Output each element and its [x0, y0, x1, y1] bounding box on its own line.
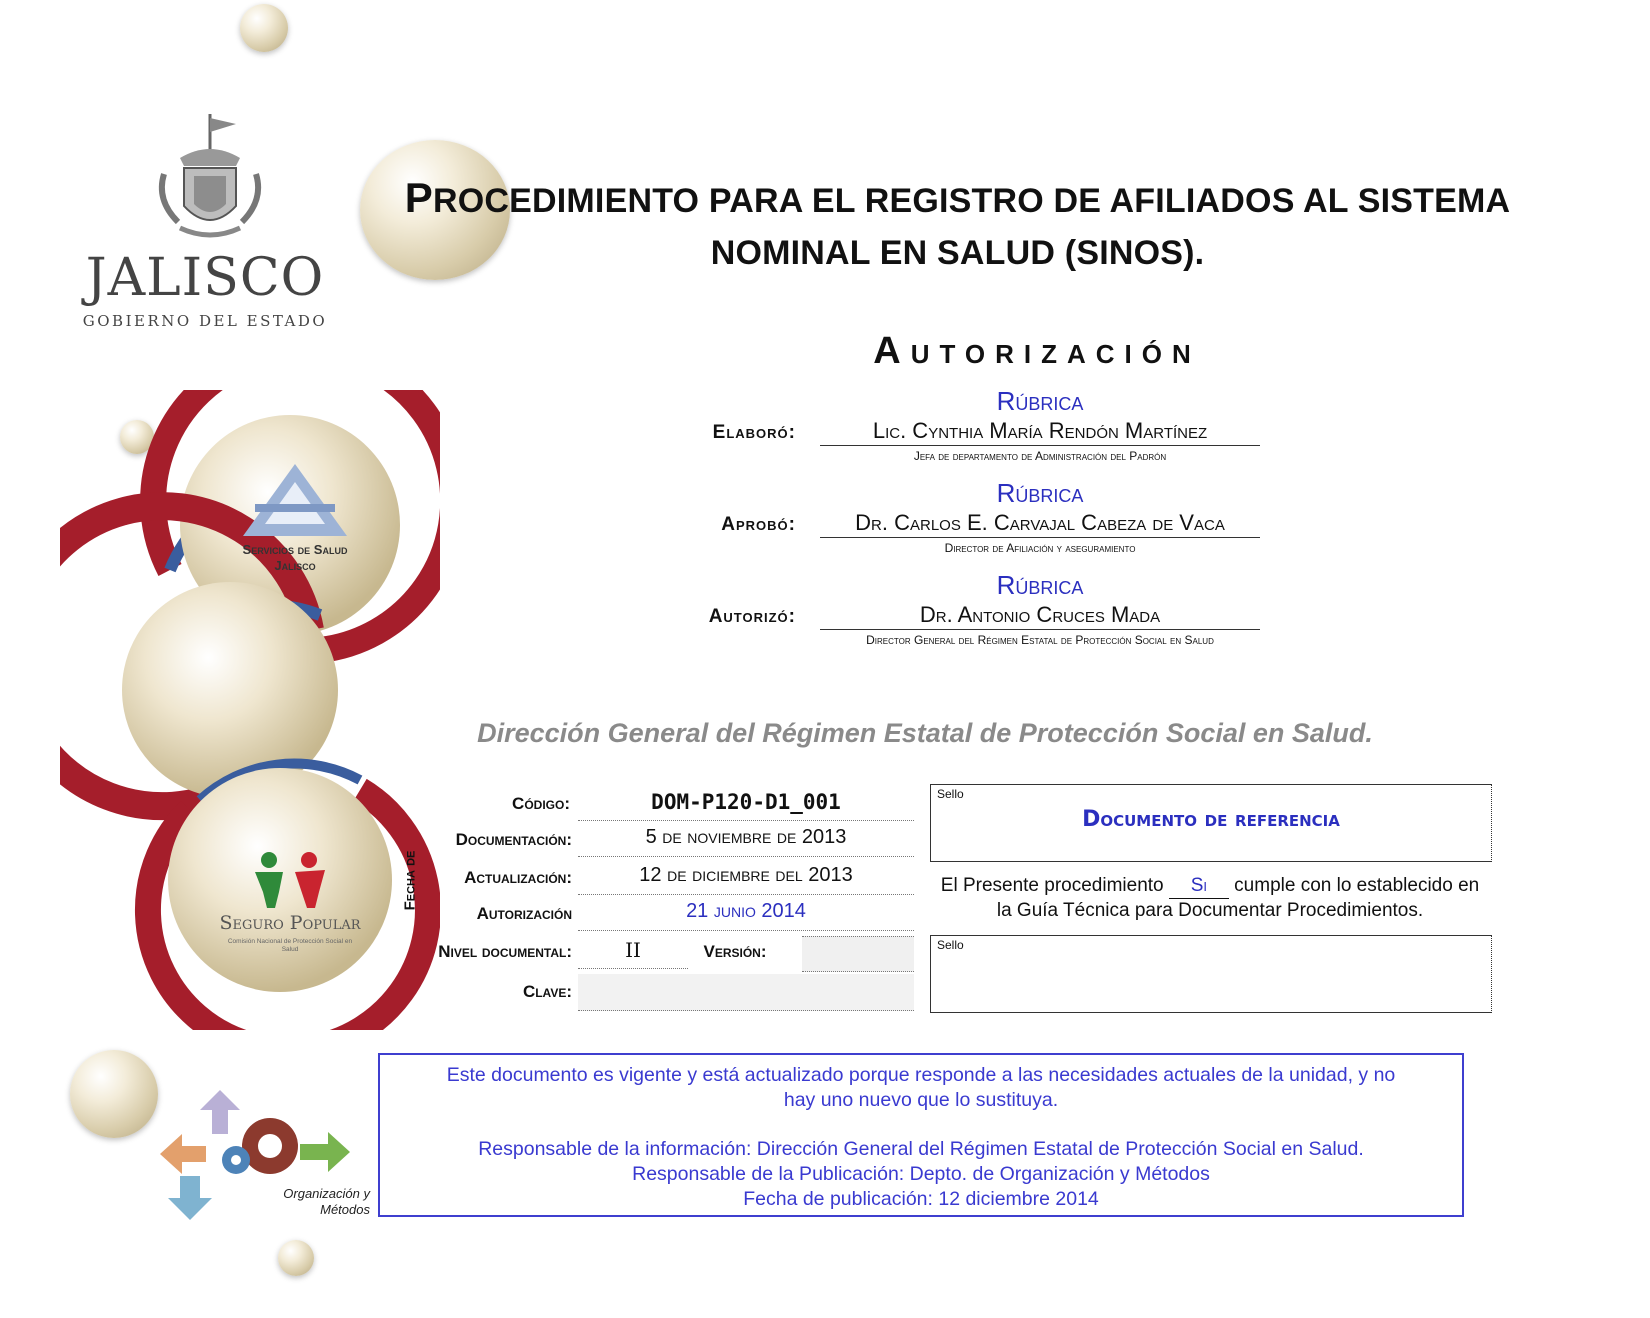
compliance-text [930, 874, 1490, 923]
document-title [400, 172, 1515, 279]
seal-label: Sello [937, 787, 964, 801]
codigo-label: Código: [512, 794, 570, 813]
decorative-orb-top [240, 4, 288, 52]
seal-box-reference [930, 784, 1492, 862]
seguro-popular-logo [205, 850, 375, 960]
fecha-de-vertical-label: Fecha de [401, 850, 419, 911]
decorative-orb-bottom [278, 1240, 314, 1276]
seal-label-2: Sello [937, 938, 964, 952]
signer-name-elaboro: Lic. Cynthia María Rendón Martínez [820, 418, 1260, 446]
rubric-aprobo: Rúbrica [996, 478, 1084, 508]
ssj-emblem-icon [235, 460, 355, 540]
title-line-2: NOMINAL EN SALUD (SINOS). [710, 234, 1205, 272]
family-figures-icon [245, 850, 335, 910]
notice-line-3: Responsable de la información: Dirección General del Régimen Estatal de Protección Social en Salud. [478, 1138, 1364, 1160]
decorative-orb-bottom-left [70, 1050, 158, 1138]
documentacion-value: 5 de noviembre de 2013 [578, 826, 914, 857]
signer-position-elaboro: Jefa de departamento de Administración del Padrón [913, 449, 1167, 463]
jalisco-logo [80, 110, 330, 330]
version-value [802, 936, 914, 972]
department-name: Dirección General del Régimen Estatal de Protección Social en Salud. [477, 718, 1373, 748]
signer-name-aprobo: Dr. Carlos E. Carvajal Cabeza de Vaca [820, 510, 1260, 538]
seguro-popular-name: Seguro Popular [219, 912, 361, 934]
notice-spacer [380, 1113, 1462, 1137]
nivel-documental-value: II [578, 938, 688, 969]
reference-document-title: Documento de referencia [1082, 807, 1340, 832]
compliance-answer: Si [1169, 874, 1229, 899]
title-line-1: PROCEDIMIENTO PARA EL REGISTRO DE AFILIADOS AL SISTEMA [404, 174, 1511, 221]
nivel-documental-label: Nivel documental: [438, 942, 572, 961]
role-elaboro: Elaboró: [712, 422, 796, 443]
actualizacion-label: Actualización: [464, 868, 572, 887]
compliance-line-1: El Presente procedimiento Si cumple con lo establecido en [930, 874, 1490, 899]
jalisco-name: JALISCO [85, 248, 325, 308]
autorizacion-value: 21 junio 2014 [578, 900, 914, 931]
servicios-salud-logo [225, 460, 365, 580]
notice-line-4: Responsable de la Publicación: Depto. de Organización y Métodos [632, 1163, 1210, 1185]
version-label: Versión: [703, 942, 767, 961]
signer-position-aprobo: Director de Afiliación y aseguramiento [944, 541, 1136, 555]
seguro-popular-sub: Comisión Nacional de Protección Social en Salud [227, 938, 353, 953]
rubric-elaboro: Rúbrica [996, 386, 1084, 416]
signer-name-autorizo: Dr. Antonio Cruces Mada [820, 602, 1260, 630]
role-aprobo: Aprobó: [721, 514, 796, 535]
authorization-heading: AUTORIZACIÓN [873, 330, 1201, 372]
role-autorizo: Autorizó: [708, 606, 796, 627]
seal-box-empty [930, 935, 1492, 1013]
coat-of-arms-icon [150, 110, 270, 250]
organizacion-metodos-logo [160, 1090, 370, 1230]
notice-line-2: hay uno nuevo que lo sustituya. [783, 1089, 1059, 1111]
om-label-2: Métodos [320, 1202, 370, 1217]
codigo-value: DOM-P120-D1_001 [578, 790, 914, 821]
clave-label: Clave: [522, 982, 572, 1001]
clave-value [578, 974, 914, 1011]
signer-position-autorizo: Director General del Régimen Estatal de Protección Social en Salud [866, 633, 1214, 647]
validity-notice [378, 1053, 1464, 1217]
rubric-autorizo: Rúbrica [996, 570, 1084, 600]
om-label-1: Organización y [283, 1186, 370, 1201]
compliance-line-2: la Guía Técnica para Documentar Procedimientos. [996, 900, 1424, 921]
notice-line-5: Fecha de publicación: 12 diciembre 2014 [743, 1188, 1099, 1210]
documentacion-label: Documentación: [455, 830, 572, 849]
jalisco-subtitle: GOBIERNO DEL ESTADO [82, 312, 328, 330]
ssj-label-1: Servicios de Salud [242, 542, 348, 557]
autorizacion-label: Autorización [476, 904, 572, 923]
notice-line-1: Este documento es vigente y está actualizado porque responde a las necesidades actuales de la unidad, y no [446, 1064, 1396, 1086]
ssj-label-2: Jalisco [274, 558, 316, 573]
actualizacion-value: 12 de diciembre del 2013 [578, 864, 914, 895]
